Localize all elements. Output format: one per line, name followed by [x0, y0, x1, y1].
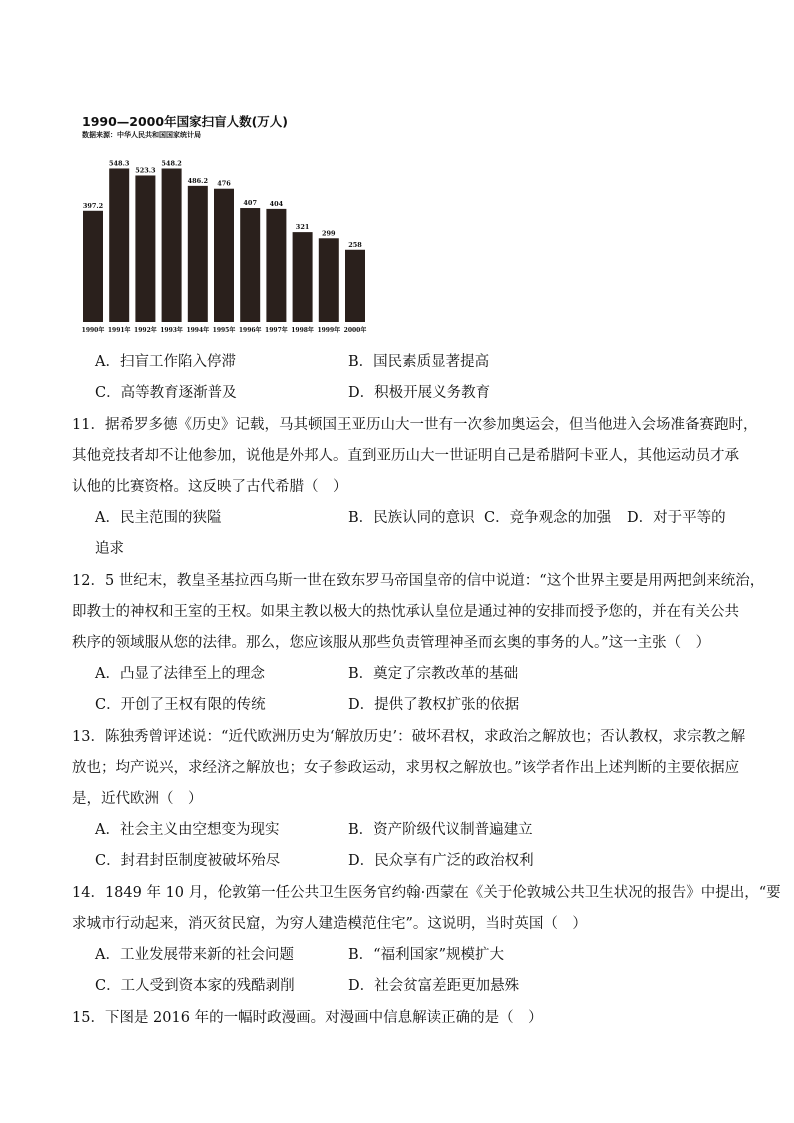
tick-label-1990年: 1990年	[82, 327, 105, 334]
q11-option-b[interactable]: B．民族认同的意识	[348, 510, 475, 526]
q14-option-b[interactable]: B．“福利国家”规模扩大	[348, 947, 504, 963]
tick-label-1997年: 1997年	[265, 327, 288, 334]
value-label-1994年: 486.2	[187, 176, 208, 185]
chart-plot	[82, 112, 382, 337]
q14-option-d[interactable]: D．社会贫富差距更加悬殊	[348, 978, 520, 994]
q11-stem-line-1: 11．据希罗多德《历史》记载，马其顿国王亚历山大一世有一次参加奥运会，但当他进入会场准备赛跑时，	[72, 417, 758, 433]
q13-option-d[interactable]: D．民众享有广泛的政治权利	[348, 853, 534, 869]
tick-label-1994年: 1994年	[186, 327, 210, 334]
tick-label-1996年: 1996年	[238, 327, 262, 334]
q10-option-c[interactable]: C．高等教育逐渐普及	[95, 385, 237, 401]
q12-option-d[interactable]: D．提供了教权扩张的依据	[348, 697, 520, 713]
q14-stem-line-1: 14．1849 年 10 月，伦敦第一任公共卫生医务官约翰·西蒙在《关于伦敦城公共卫生状况的报告》中提出，“要	[72, 885, 781, 901]
chart-subtitle: 数据来源：中华人民共和国国家统计局	[82, 131, 201, 139]
bar-1992年	[135, 175, 155, 322]
bar-1998年	[293, 232, 313, 322]
q12-option-a[interactable]: A．凸显了法律至上的理念	[95, 666, 265, 682]
value-label-1998年: 321	[295, 223, 310, 232]
q14-option-a[interactable]: A．工业发展带来新的社会问题	[95, 947, 294, 963]
q10-option-b[interactable]: B．国民素质显著提高	[348, 354, 490, 370]
q12-option-c[interactable]: C．开创了王权有限的传统	[95, 697, 266, 713]
value-label-1990年: 397.2	[82, 201, 104, 210]
tick-label-1998年: 1998年	[291, 327, 314, 334]
q12-option-b[interactable]: B．奠定了宗教改革的基础	[348, 666, 519, 682]
bar-1993年	[162, 169, 182, 322]
value-label-1993年: 548.2	[161, 159, 182, 168]
q13-stem-line-2: 放也；均产说兴，求经济之解放也；女子参政运动，求男权之解放也。”该学者作出上述判断的主要依据应	[72, 760, 740, 776]
tick-label-1995年: 1995年	[212, 327, 236, 334]
value-label-1997年: 404	[269, 199, 284, 208]
bar-1991年	[109, 168, 129, 322]
q12-stem-line-2: 即教士的神权和王室的王权。如果主教以极大的热忱承认皇位是通过神的安排而授予您的，并在有关公共	[72, 604, 739, 620]
q11-stem-line-2: 其他竞技者却不让他参加，说他是外邦人。直到亚历山大一世证明自己是希腊阿卡亚人，其他运动员才承	[72, 448, 739, 464]
q10-option-a[interactable]: A．扫盲工作陷入停滞	[95, 354, 236, 370]
chart-title: 1990—2000年国家扫盲人数(万人)	[82, 114, 289, 129]
bar-1995年	[214, 189, 234, 322]
bar-1996年	[240, 208, 260, 322]
q11-option-d-continued[interactable]: 追求	[95, 541, 124, 557]
q11-option-a[interactable]: A．民主范围的狭隘	[95, 510, 222, 526]
bar-1999年	[319, 238, 339, 322]
q11-option-d[interactable]: D．对于平等的	[627, 510, 726, 526]
value-label-1996年: 407	[243, 199, 257, 208]
q11-option-c[interactable]: C．竞争观念的加强	[484, 510, 612, 526]
q13-option-c[interactable]: C．封君封臣制度被破坏殆尽	[95, 853, 281, 869]
bar-1994年	[188, 186, 208, 322]
literacy-bar-chart	[82, 112, 382, 337]
tick-label-2000年: 2000年	[343, 327, 367, 334]
value-label-1995年: 476	[217, 179, 231, 188]
tick-label-1993年: 1993年	[160, 327, 183, 334]
bar-1997年	[266, 209, 286, 322]
value-label-1999年: 299	[322, 229, 336, 238]
value-label-1992年: 523.3	[135, 166, 156, 175]
q11-stem-line-3: 认他的比赛资格。这反映了古代希腊（ ）	[72, 479, 348, 495]
q14-stem-line-2: 求城市行动起来，消灭贫民窟，为穷人建造模范住宅”。这说明，当时英国（ ）	[72, 916, 587, 932]
q14-option-c[interactable]: C．工人受到资本家的残酷剥削	[95, 978, 295, 994]
value-label-2000年: 258	[348, 240, 362, 249]
q13-stem-line-3: 是，近代欧洲（ ）	[72, 791, 203, 807]
tick-label-1991年: 1991年	[107, 327, 131, 334]
q10-option-d[interactable]: D．积极开展义务教育	[348, 385, 491, 401]
q13-stem-line-1: 13．陈独秀曾评述说：“近代欧洲历史为‘解放历史’：破坏君权，求政治之解放也；否认教权，求宗教之解	[72, 729, 746, 745]
q12-stem-line-3: 秩序的领域服从您的法律。那么，您应该服从那些负责管理神圣而玄奥的事务的人。”这一主张（ ）	[72, 635, 711, 651]
q13-option-a[interactable]: A．社会主义由空想变为现实	[95, 822, 280, 838]
bar-2000年	[345, 250, 365, 322]
q13-option-b[interactable]: B．资产阶级代议制普遍建立	[348, 822, 533, 838]
bar-1990年	[83, 211, 103, 322]
q12-stem-line-1: 12．5 世纪末，教皇圣基拉西乌斯一世在致东罗马帝国皇帝的信中说道：“这个世界主要是用两把剑来统治，	[72, 573, 765, 589]
tick-label-1992年: 1992年	[134, 327, 157, 334]
tick-label-1999年: 1999年	[317, 327, 341, 334]
value-label-1991年: 548.3	[109, 159, 130, 168]
q15-stem-line-1: 15．下图是 2016 年的一幅时政漫画。对漫画中信息解读正确的是（ ）	[72, 1010, 543, 1026]
